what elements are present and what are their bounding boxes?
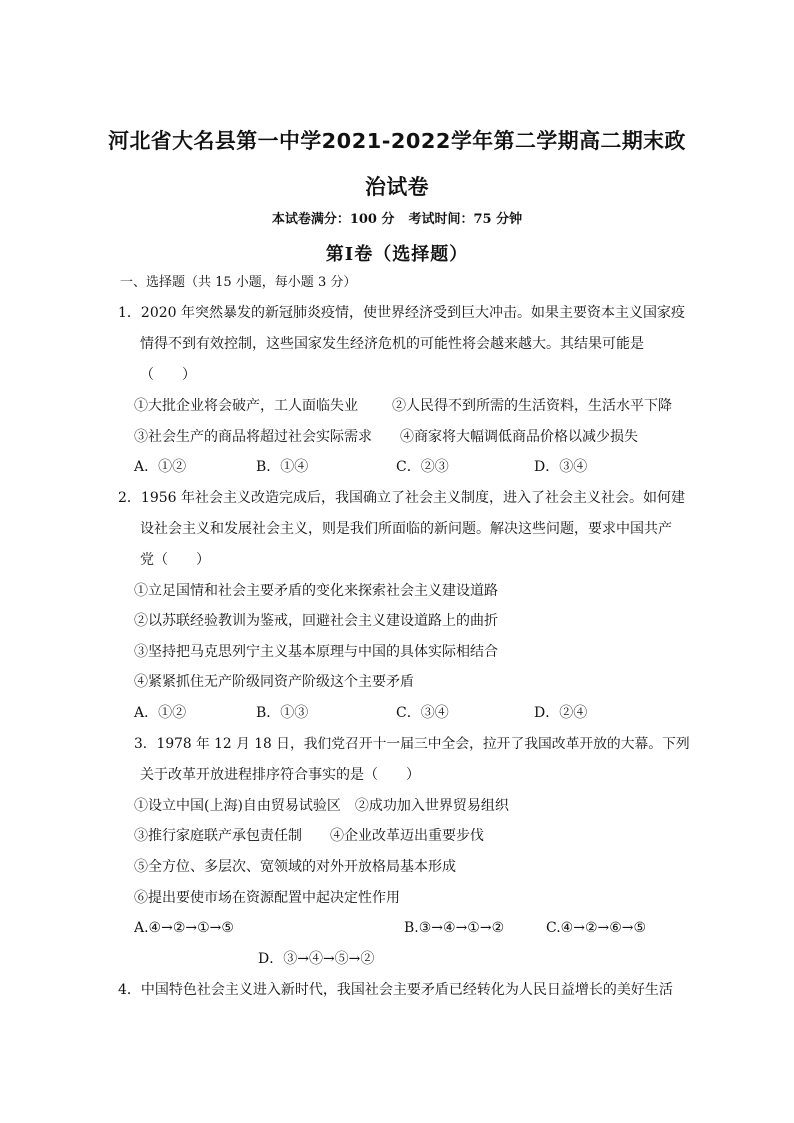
q1-choice-b: B．①④ [256, 459, 309, 475]
q2-option-3: ③坚持把马克思列宁主义基本原理与中国的具体实际相结合 [134, 644, 498, 660]
exam-title-line1: 河北省大名县第一中学2021-2022学年第二学期高二期末政 [108, 129, 686, 153]
q1-choice-a: A．①② [134, 459, 187, 475]
q1-stem-line1: 1．2020 年突然暴发的新冠肺炎疫情，使世界经济受到巨大冲击。如果主要资本主义国家疫 [118, 305, 685, 321]
q1-option-3: ③社会生产的商品将超过社会实际需求 [134, 429, 372, 445]
q1-stem-line2: 情得不到有效控制，这些国家发生经济危机的可能性将会越来越大。其结果可能是 [140, 336, 644, 352]
q1-choice-c: C．②③ [396, 459, 449, 475]
q2-stem-line3: 党（ ） [140, 552, 210, 568]
q3-choice-b: B.③→④→①→② [404, 920, 505, 936]
q3-option-row2: ③推行家庭联产承包责任制 ④企业改革迈出重要步伐 [134, 828, 484, 844]
q3-choice-c: C.④→②→⑥→⑤ [546, 920, 647, 936]
q1-option-2: ②人民得不到所需的生活资料，生活水平下降 [392, 398, 672, 414]
q2-choice-b: B．①③ [256, 705, 309, 721]
exam-meta [0, 208, 794, 227]
volume-heading: 第Ⅰ卷（选择题） [325, 244, 469, 265]
q3-choice-a: A.④→②→①→⑤ [134, 920, 234, 936]
q4-stem-line1: 4．中国特色社会主义进入新时代，我国社会主要矛盾已经转化为人民日益增长的美好生活 [118, 982, 673, 998]
q3-choice-d: D．③→④→⑤→② [258, 951, 375, 967]
q1-choice-d: D．③④ [534, 459, 588, 475]
q3-stem-line2: 关于改革开放进程排序符合事实的是（ ） [140, 767, 420, 783]
q1-option-4: ④商家将大幅调低商品价格以减少损失 [400, 429, 638, 445]
q2-choice-c: C．③④ [396, 705, 449, 721]
q2-option-4: ④紧紧抓住无产阶级同资产阶级这个主要矛盾 [134, 674, 414, 690]
q3-option-6: ⑥提出要使市场在资源配置中起决定性作用 [134, 890, 400, 906]
q3-option-5: ⑤全方位、多层次、宽领域的对外开放格局基本形成 [134, 859, 456, 875]
q1-option-1: ①大批企业将会破产，工人面临失业 [134, 398, 358, 414]
section-heading: 一、选择题（共 15 小题，每小题 3 分） [120, 275, 357, 290]
score-label: 本试卷满分：100 分 [271, 212, 395, 227]
q3-stem-line1: 3．1978 年 12 月 18 日，我们党召开十一届三中全会，拉开了我国改革开放的大幕。下列 [134, 736, 690, 752]
q2-option-2: ②以苏联经验教训为鉴戒，回避社会主义建设道路上的曲折 [134, 613, 498, 629]
q2-stem-line1: 2．1956 年社会主义改造完成后，我国确立了社会主义制度，进入了社会主义社会。如何建 [118, 490, 685, 506]
q3-option-row1: ①设立中国(上海)自由贸易试验区 ②成功加入世界贸易组织 [134, 798, 509, 814]
q2-choice-d: D．②④ [534, 705, 588, 721]
exam-title-line2: 治试卷 [364, 175, 430, 199]
q2-choice-a: A．①② [134, 705, 187, 721]
q2-stem-line2: 设社会主义和发展社会主义，则是我们所面临的新问题。解决这些问题，要求中国共产 [140, 521, 672, 537]
q1-stem-line3: （ ） [140, 367, 196, 383]
q2-option-1: ①立足国情和社会主要矛盾的变化来探索社会主义建设道路 [134, 583, 498, 599]
time-label: 考试时间：75 分钟 [408, 212, 523, 227]
